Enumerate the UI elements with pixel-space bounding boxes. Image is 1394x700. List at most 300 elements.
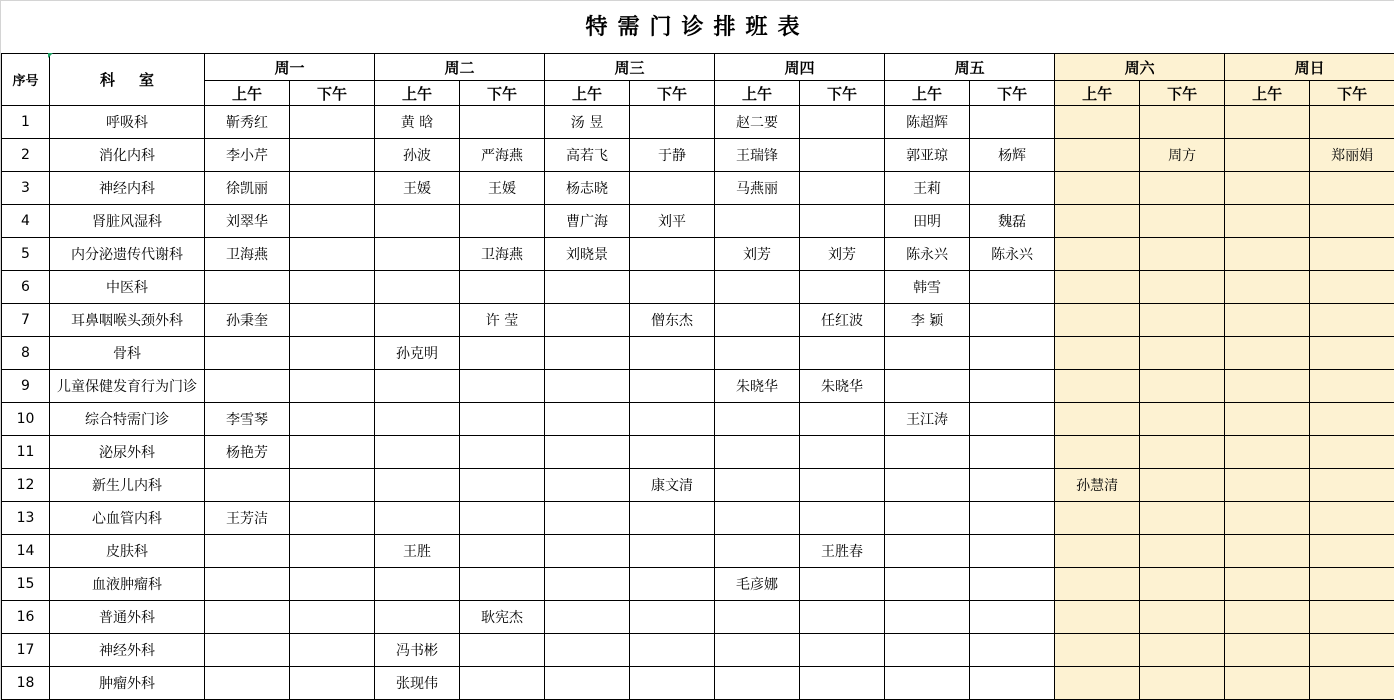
session-header-pm[interactable]: 下午 bbox=[290, 81, 375, 106]
doctor-cell[interactable]: 周方 bbox=[1140, 139, 1225, 172]
session-header-pm[interactable]: 下午 bbox=[630, 81, 715, 106]
doctor-cell[interactable] bbox=[885, 535, 970, 568]
doctor-cell[interactable] bbox=[630, 370, 715, 403]
session-header-pm[interactable]: 下午 bbox=[1310, 81, 1394, 106]
doctor-cell[interactable] bbox=[1225, 205, 1310, 238]
doctor-cell[interactable]: 刘芳 bbox=[800, 238, 885, 271]
dept-cell[interactable]: 肿瘤外科 bbox=[50, 667, 205, 700]
doctor-cell[interactable] bbox=[290, 304, 375, 337]
doctor-cell[interactable] bbox=[290, 469, 375, 502]
doctor-cell[interactable] bbox=[1140, 403, 1225, 436]
seq-cell[interactable]: 11 bbox=[2, 436, 50, 469]
doctor-cell[interactable] bbox=[1225, 403, 1310, 436]
doctor-cell[interactable] bbox=[290, 106, 375, 139]
doctor-cell[interactable] bbox=[800, 601, 885, 634]
doctor-cell[interactable] bbox=[800, 667, 885, 700]
doctor-cell[interactable]: 朱晓华 bbox=[800, 370, 885, 403]
seq-cell[interactable]: 6 bbox=[2, 271, 50, 304]
doctor-cell[interactable] bbox=[205, 469, 290, 502]
doctor-cell[interactable] bbox=[545, 568, 630, 601]
doctor-cell[interactable] bbox=[375, 436, 460, 469]
doctor-cell[interactable] bbox=[1310, 172, 1394, 205]
seq-cell[interactable]: 9 bbox=[2, 370, 50, 403]
doctor-cell[interactable] bbox=[1310, 271, 1394, 304]
doctor-cell[interactable] bbox=[1140, 568, 1225, 601]
doctor-cell[interactable] bbox=[460, 370, 545, 403]
doctor-cell[interactable]: 孙慧清 bbox=[1055, 469, 1140, 502]
doctor-cell[interactable] bbox=[1055, 304, 1140, 337]
doctor-cell[interactable] bbox=[1310, 502, 1394, 535]
doctor-cell[interactable] bbox=[205, 568, 290, 601]
doctor-cell[interactable] bbox=[290, 667, 375, 700]
doctor-cell[interactable] bbox=[1140, 337, 1225, 370]
doctor-cell[interactable] bbox=[715, 436, 800, 469]
doctor-cell[interactable] bbox=[1225, 238, 1310, 271]
doctor-cell[interactable] bbox=[545, 304, 630, 337]
doctor-cell[interactable] bbox=[970, 601, 1055, 634]
doctor-cell[interactable] bbox=[460, 469, 545, 502]
dept-cell[interactable]: 普通外科 bbox=[50, 601, 205, 634]
doctor-cell[interactable] bbox=[800, 436, 885, 469]
doctor-cell[interactable] bbox=[1310, 634, 1394, 667]
doctor-cell[interactable] bbox=[630, 667, 715, 700]
doctor-cell[interactable]: 孙克明 bbox=[375, 337, 460, 370]
doctor-cell[interactable] bbox=[205, 370, 290, 403]
doctor-cell[interactable] bbox=[885, 337, 970, 370]
doctor-cell[interactable] bbox=[290, 205, 375, 238]
doctor-cell[interactable] bbox=[630, 568, 715, 601]
dept-cell[interactable]: 中医科 bbox=[50, 271, 205, 304]
doctor-cell[interactable]: 耿宪杰 bbox=[460, 601, 545, 634]
doctor-cell[interactable] bbox=[630, 106, 715, 139]
dept-cell[interactable]: 内分泌遗传代谢科 bbox=[50, 238, 205, 271]
doctor-cell[interactable] bbox=[375, 370, 460, 403]
seq-cell[interactable]: 12 bbox=[2, 469, 50, 502]
doctor-cell[interactable] bbox=[1225, 568, 1310, 601]
session-header-am[interactable]: 上午 bbox=[545, 81, 630, 106]
doctor-cell[interactable] bbox=[970, 370, 1055, 403]
doctor-cell[interactable] bbox=[715, 304, 800, 337]
doctor-cell[interactable] bbox=[290, 139, 375, 172]
doctor-cell[interactable]: 徐凯丽 bbox=[205, 172, 290, 205]
seq-cell[interactable]: 5 bbox=[2, 238, 50, 271]
doctor-cell[interactable] bbox=[1055, 502, 1140, 535]
doctor-cell[interactable]: 王胜 bbox=[375, 535, 460, 568]
doctor-cell[interactable] bbox=[1055, 238, 1140, 271]
doctor-cell[interactable] bbox=[1055, 403, 1140, 436]
doctor-cell[interactable] bbox=[460, 337, 545, 370]
doctor-cell[interactable] bbox=[1140, 106, 1225, 139]
doctor-cell[interactable] bbox=[630, 172, 715, 205]
doctor-cell[interactable]: 郑丽娟 bbox=[1310, 139, 1394, 172]
doctor-cell[interactable] bbox=[800, 205, 885, 238]
doctor-cell[interactable] bbox=[885, 502, 970, 535]
doctor-cell[interactable] bbox=[885, 370, 970, 403]
doctor-cell[interactable] bbox=[715, 205, 800, 238]
doctor-cell[interactable] bbox=[1310, 535, 1394, 568]
doctor-cell[interactable] bbox=[1055, 106, 1140, 139]
doctor-cell[interactable] bbox=[715, 634, 800, 667]
doctor-cell[interactable]: 于静 bbox=[630, 139, 715, 172]
doctor-cell[interactable] bbox=[460, 436, 545, 469]
doctor-cell[interactable] bbox=[970, 337, 1055, 370]
doctor-cell[interactable] bbox=[460, 502, 545, 535]
doctor-cell[interactable] bbox=[1140, 535, 1225, 568]
doctor-cell[interactable] bbox=[885, 634, 970, 667]
session-header-am[interactable]: 上午 bbox=[885, 81, 970, 106]
doctor-cell[interactable] bbox=[800, 337, 885, 370]
doctor-cell[interactable] bbox=[460, 271, 545, 304]
dept-cell[interactable]: 消化内科 bbox=[50, 139, 205, 172]
doctor-cell[interactable] bbox=[290, 436, 375, 469]
doctor-cell[interactable]: 卫海燕 bbox=[460, 238, 545, 271]
doctor-cell[interactable] bbox=[375, 238, 460, 271]
doctor-cell[interactable] bbox=[630, 238, 715, 271]
doctor-cell[interactable] bbox=[290, 337, 375, 370]
doctor-cell[interactable] bbox=[970, 568, 1055, 601]
doctor-cell[interactable]: 郭亚琼 bbox=[885, 139, 970, 172]
day-header-sat[interactable]: 周六 bbox=[1055, 54, 1225, 81]
seq-cell[interactable]: 8 bbox=[2, 337, 50, 370]
doctor-cell[interactable] bbox=[800, 139, 885, 172]
doctor-cell[interactable] bbox=[1140, 304, 1225, 337]
dept-cell[interactable]: 泌尿外科 bbox=[50, 436, 205, 469]
doctor-cell[interactable] bbox=[630, 271, 715, 304]
doctor-cell[interactable] bbox=[1055, 370, 1140, 403]
doctor-cell[interactable] bbox=[970, 271, 1055, 304]
doctor-cell[interactable] bbox=[460, 106, 545, 139]
doctor-cell[interactable] bbox=[1225, 667, 1310, 700]
doctor-cell[interactable] bbox=[1310, 568, 1394, 601]
doctor-cell[interactable] bbox=[970, 535, 1055, 568]
seq-cell[interactable]: 1 bbox=[2, 106, 50, 139]
doctor-cell[interactable] bbox=[630, 601, 715, 634]
doctor-cell[interactable] bbox=[970, 172, 1055, 205]
seq-cell[interactable]: 3 bbox=[2, 172, 50, 205]
seq-cell[interactable]: 16 bbox=[2, 601, 50, 634]
doctor-cell[interactable] bbox=[1140, 502, 1225, 535]
doctor-cell[interactable] bbox=[545, 337, 630, 370]
doctor-cell[interactable] bbox=[1310, 469, 1394, 502]
doctor-cell[interactable]: 刘芳 bbox=[715, 238, 800, 271]
doctor-cell[interactable] bbox=[545, 469, 630, 502]
seq-cell[interactable]: 2 bbox=[2, 139, 50, 172]
session-header-pm[interactable]: 下午 bbox=[460, 81, 545, 106]
doctor-cell[interactable] bbox=[1225, 436, 1310, 469]
doctor-cell[interactable] bbox=[545, 271, 630, 304]
doctor-cell[interactable] bbox=[970, 667, 1055, 700]
doctor-cell[interactable]: 赵二要 bbox=[715, 106, 800, 139]
doctor-cell[interactable] bbox=[290, 370, 375, 403]
doctor-cell[interactable] bbox=[545, 502, 630, 535]
doctor-cell[interactable]: 黄 晗 bbox=[375, 106, 460, 139]
doctor-cell[interactable] bbox=[715, 535, 800, 568]
doctor-cell[interactable]: 李小芹 bbox=[205, 139, 290, 172]
dept-cell[interactable]: 耳鼻咽喉头颈外科 bbox=[50, 304, 205, 337]
seq-cell[interactable]: 4 bbox=[2, 205, 50, 238]
doctor-cell[interactable] bbox=[800, 502, 885, 535]
doctor-cell[interactable] bbox=[1055, 337, 1140, 370]
doctor-cell[interactable] bbox=[1140, 271, 1225, 304]
doctor-cell[interactable] bbox=[630, 337, 715, 370]
doctor-cell[interactable]: 刘平 bbox=[630, 205, 715, 238]
doctor-cell[interactable] bbox=[545, 535, 630, 568]
doctor-cell[interactable]: 王莉 bbox=[885, 172, 970, 205]
doctor-cell[interactable] bbox=[290, 535, 375, 568]
doctor-cell[interactable] bbox=[1310, 106, 1394, 139]
doctor-cell[interactable] bbox=[545, 403, 630, 436]
session-header-am[interactable]: 上午 bbox=[375, 81, 460, 106]
doctor-cell[interactable] bbox=[375, 403, 460, 436]
doctor-cell[interactable]: 刘晓景 bbox=[545, 238, 630, 271]
doctor-cell[interactable] bbox=[1055, 535, 1140, 568]
doctor-cell[interactable] bbox=[1055, 436, 1140, 469]
dept-cell[interactable]: 皮肤科 bbox=[50, 535, 205, 568]
dept-cell[interactable]: 肾脏风湿科 bbox=[50, 205, 205, 238]
doctor-cell[interactable] bbox=[205, 535, 290, 568]
doctor-cell[interactable]: 朱晓华 bbox=[715, 370, 800, 403]
doctor-cell[interactable] bbox=[1225, 370, 1310, 403]
doctor-cell[interactable] bbox=[1225, 172, 1310, 205]
doctor-cell[interactable]: 杨辉 bbox=[970, 139, 1055, 172]
doctor-cell[interactable]: 孙波 bbox=[375, 139, 460, 172]
doctor-cell[interactable]: 汤 昱 bbox=[545, 106, 630, 139]
doctor-cell[interactable] bbox=[1225, 139, 1310, 172]
doctor-cell[interactable] bbox=[630, 535, 715, 568]
doctor-cell[interactable] bbox=[545, 601, 630, 634]
doctor-cell[interactable] bbox=[800, 271, 885, 304]
session-header-am[interactable]: 上午 bbox=[1225, 81, 1310, 106]
dept-cell[interactable]: 骨科 bbox=[50, 337, 205, 370]
doctor-cell[interactable] bbox=[630, 436, 715, 469]
doctor-cell[interactable] bbox=[205, 337, 290, 370]
doctor-cell[interactable]: 韩雪 bbox=[885, 271, 970, 304]
doctor-cell[interactable] bbox=[970, 436, 1055, 469]
doctor-cell[interactable] bbox=[885, 436, 970, 469]
doctor-cell[interactable] bbox=[885, 469, 970, 502]
doctor-cell[interactable] bbox=[290, 601, 375, 634]
doctor-cell[interactable]: 孙秉奎 bbox=[205, 304, 290, 337]
doctor-cell[interactable]: 马燕丽 bbox=[715, 172, 800, 205]
seq-cell[interactable]: 15 bbox=[2, 568, 50, 601]
doctor-cell[interactable]: 王瑞锋 bbox=[715, 139, 800, 172]
day-header-mon[interactable]: 周一 bbox=[205, 54, 375, 81]
seq-header[interactable]: 序号 bbox=[2, 54, 50, 106]
doctor-cell[interactable] bbox=[290, 238, 375, 271]
day-header-tue[interactable]: 周二 bbox=[375, 54, 545, 81]
doctor-cell[interactable] bbox=[715, 601, 800, 634]
doctor-cell[interactable] bbox=[1140, 238, 1225, 271]
doctor-cell[interactable] bbox=[460, 535, 545, 568]
doctor-cell[interactable] bbox=[1055, 601, 1140, 634]
session-header-pm[interactable]: 下午 bbox=[800, 81, 885, 106]
doctor-cell[interactable] bbox=[1310, 436, 1394, 469]
doctor-cell[interactable] bbox=[205, 667, 290, 700]
doctor-cell[interactable]: 王江涛 bbox=[885, 403, 970, 436]
doctor-cell[interactable]: 靳秀红 bbox=[205, 106, 290, 139]
doctor-cell[interactable] bbox=[545, 436, 630, 469]
doctor-cell[interactable] bbox=[1140, 172, 1225, 205]
doctor-cell[interactable] bbox=[970, 304, 1055, 337]
dept-cell[interactable]: 综合特需门诊 bbox=[50, 403, 205, 436]
doctor-cell[interactable]: 陈永兴 bbox=[970, 238, 1055, 271]
day-header-wed[interactable]: 周三 bbox=[545, 54, 715, 81]
session-header-am[interactable]: 上午 bbox=[205, 81, 290, 106]
doctor-cell[interactable] bbox=[545, 370, 630, 403]
doctor-cell[interactable]: 张现伟 bbox=[375, 667, 460, 700]
dept-header[interactable]: 科室 bbox=[50, 54, 205, 106]
dept-cell[interactable]: 神经内科 bbox=[50, 172, 205, 205]
doctor-cell[interactable]: 许 莹 bbox=[460, 304, 545, 337]
doctor-cell[interactable] bbox=[460, 568, 545, 601]
doctor-cell[interactable]: 任红波 bbox=[800, 304, 885, 337]
doctor-cell[interactable] bbox=[290, 502, 375, 535]
doctor-cell[interactable] bbox=[460, 403, 545, 436]
doctor-cell[interactable]: 王媛 bbox=[375, 172, 460, 205]
doctor-cell[interactable] bbox=[545, 667, 630, 700]
doctor-cell[interactable] bbox=[885, 667, 970, 700]
doctor-cell[interactable] bbox=[800, 403, 885, 436]
doctor-cell[interactable]: 冯书彬 bbox=[375, 634, 460, 667]
seq-cell[interactable]: 13 bbox=[2, 502, 50, 535]
doctor-cell[interactable] bbox=[290, 403, 375, 436]
doctor-cell[interactable] bbox=[205, 634, 290, 667]
doctor-cell[interactable]: 刘翠华 bbox=[205, 205, 290, 238]
doctor-cell[interactable]: 杨艳芳 bbox=[205, 436, 290, 469]
doctor-cell[interactable]: 康文清 bbox=[630, 469, 715, 502]
doctor-cell[interactable]: 王芳洁 bbox=[205, 502, 290, 535]
doctor-cell[interactable] bbox=[1140, 601, 1225, 634]
doctor-cell[interactable] bbox=[800, 634, 885, 667]
doctor-cell[interactable]: 陈永兴 bbox=[885, 238, 970, 271]
doctor-cell[interactable] bbox=[1225, 304, 1310, 337]
doctor-cell[interactable] bbox=[290, 568, 375, 601]
dept-cell[interactable]: 血液肿瘤科 bbox=[50, 568, 205, 601]
doctor-cell[interactable] bbox=[1055, 205, 1140, 238]
doctor-cell[interactable] bbox=[375, 271, 460, 304]
seq-cell[interactable]: 7 bbox=[2, 304, 50, 337]
dept-cell[interactable]: 神经外科 bbox=[50, 634, 205, 667]
doctor-cell[interactable] bbox=[715, 271, 800, 304]
doctor-cell[interactable] bbox=[1310, 667, 1394, 700]
doctor-cell[interactable] bbox=[630, 403, 715, 436]
doctor-cell[interactable] bbox=[1310, 370, 1394, 403]
doctor-cell[interactable]: 杨志晓 bbox=[545, 172, 630, 205]
doctor-cell[interactable]: 高若飞 bbox=[545, 139, 630, 172]
doctor-cell[interactable] bbox=[290, 634, 375, 667]
doctor-cell[interactable] bbox=[1225, 469, 1310, 502]
doctor-cell[interactable] bbox=[1225, 502, 1310, 535]
dept-cell[interactable]: 新生儿内科 bbox=[50, 469, 205, 502]
doctor-cell[interactable] bbox=[800, 568, 885, 601]
doctor-cell[interactable] bbox=[1310, 337, 1394, 370]
doctor-cell[interactable] bbox=[1140, 667, 1225, 700]
doctor-cell[interactable]: 卫海燕 bbox=[205, 238, 290, 271]
doctor-cell[interactable]: 曹广海 bbox=[545, 205, 630, 238]
doctor-cell[interactable] bbox=[1310, 238, 1394, 271]
doctor-cell[interactable]: 王胜春 bbox=[800, 535, 885, 568]
doctor-cell[interactable] bbox=[1310, 304, 1394, 337]
doctor-cell[interactable] bbox=[715, 337, 800, 370]
doctor-cell[interactable] bbox=[290, 271, 375, 304]
doctor-cell[interactable] bbox=[715, 502, 800, 535]
doctor-cell[interactable] bbox=[885, 568, 970, 601]
doctor-cell[interactable] bbox=[375, 502, 460, 535]
doctor-cell[interactable] bbox=[1140, 469, 1225, 502]
doctor-cell[interactable] bbox=[1310, 403, 1394, 436]
doctor-cell[interactable]: 李雪琴 bbox=[205, 403, 290, 436]
seq-cell[interactable]: 17 bbox=[2, 634, 50, 667]
doctor-cell[interactable] bbox=[375, 601, 460, 634]
doctor-cell[interactable]: 李 颖 bbox=[885, 304, 970, 337]
day-header-sun[interactable]: 周日 bbox=[1225, 54, 1394, 81]
doctor-cell[interactable] bbox=[1140, 370, 1225, 403]
session-header-pm[interactable]: 下午 bbox=[1140, 81, 1225, 106]
doctor-cell[interactable] bbox=[1055, 139, 1140, 172]
doctor-cell[interactable] bbox=[375, 568, 460, 601]
doctor-cell[interactable] bbox=[970, 634, 1055, 667]
session-header-am[interactable]: 上午 bbox=[715, 81, 800, 106]
doctor-cell[interactable] bbox=[1055, 634, 1140, 667]
doctor-cell[interactable]: 田明 bbox=[885, 205, 970, 238]
doctor-cell[interactable] bbox=[1225, 634, 1310, 667]
doctor-cell[interactable] bbox=[1055, 172, 1140, 205]
session-header-pm[interactable]: 下午 bbox=[970, 81, 1055, 106]
doctor-cell[interactable] bbox=[1055, 271, 1140, 304]
doctor-cell[interactable] bbox=[460, 205, 545, 238]
doctor-cell[interactable] bbox=[1225, 271, 1310, 304]
doctor-cell[interactable]: 王媛 bbox=[460, 172, 545, 205]
doctor-cell[interactable] bbox=[970, 106, 1055, 139]
doctor-cell[interactable] bbox=[1140, 205, 1225, 238]
doctor-cell[interactable] bbox=[970, 469, 1055, 502]
doctor-cell[interactable] bbox=[1140, 436, 1225, 469]
doctor-cell[interactable] bbox=[885, 601, 970, 634]
doctor-cell[interactable] bbox=[1055, 667, 1140, 700]
doctor-cell[interactable]: 僧东杰 bbox=[630, 304, 715, 337]
doctor-cell[interactable] bbox=[1225, 535, 1310, 568]
doctor-cell[interactable] bbox=[630, 634, 715, 667]
doctor-cell[interactable] bbox=[375, 205, 460, 238]
seq-cell[interactable]: 18 bbox=[2, 667, 50, 700]
seq-cell[interactable]: 14 bbox=[2, 535, 50, 568]
session-header-am[interactable]: 上午 bbox=[1055, 81, 1140, 106]
doctor-cell[interactable] bbox=[1225, 601, 1310, 634]
doctor-cell[interactable] bbox=[715, 403, 800, 436]
doctor-cell[interactable] bbox=[1310, 205, 1394, 238]
doctor-cell[interactable] bbox=[545, 634, 630, 667]
doctor-cell[interactable]: 毛彦娜 bbox=[715, 568, 800, 601]
doctor-cell[interactable] bbox=[970, 403, 1055, 436]
dept-cell[interactable]: 儿童保健发育行为门诊 bbox=[50, 370, 205, 403]
doctor-cell[interactable] bbox=[290, 172, 375, 205]
doctor-cell[interactable] bbox=[460, 667, 545, 700]
doctor-cell[interactable] bbox=[800, 469, 885, 502]
doctor-cell[interactable] bbox=[375, 304, 460, 337]
doctor-cell[interactable] bbox=[1225, 106, 1310, 139]
doctor-cell[interactable] bbox=[375, 469, 460, 502]
doctor-cell[interactable] bbox=[970, 502, 1055, 535]
day-header-thu[interactable]: 周四 bbox=[715, 54, 885, 81]
doctor-cell[interactable]: 严海燕 bbox=[460, 139, 545, 172]
doctor-cell[interactable] bbox=[800, 172, 885, 205]
doctor-cell[interactable] bbox=[205, 601, 290, 634]
day-header-fri[interactable]: 周五 bbox=[885, 54, 1055, 81]
doctor-cell[interactable] bbox=[1225, 337, 1310, 370]
dept-cell[interactable]: 呼吸科 bbox=[50, 106, 205, 139]
doctor-cell[interactable] bbox=[1140, 634, 1225, 667]
doctor-cell[interactable] bbox=[205, 271, 290, 304]
